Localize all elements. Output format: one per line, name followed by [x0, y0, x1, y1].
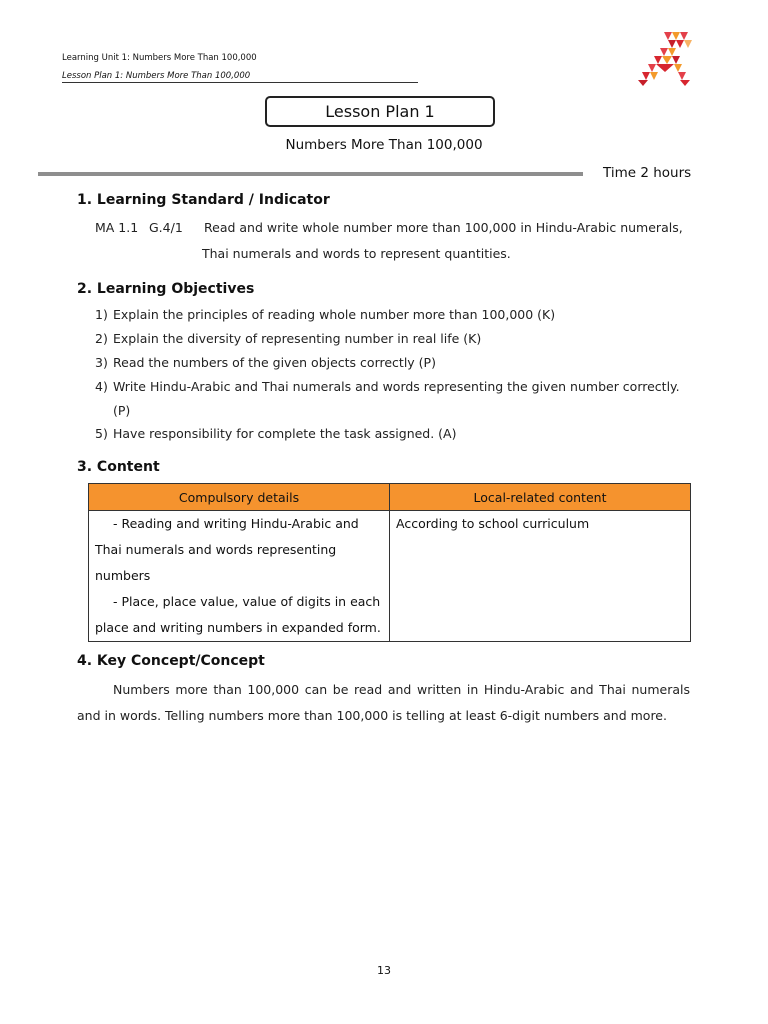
content-table — [88, 483, 691, 642]
objective-text-continued: (P) — [113, 403, 131, 418]
page-subtitle: Numbers More Than 100,000 — [285, 137, 483, 153]
heading-content: 3. Content — [77, 459, 160, 475]
standard-code: MA 1.1 — [95, 220, 139, 235]
objective-text: Explain the diversity of representing number in real life (K) — [113, 331, 482, 346]
page-title: Lesson Plan 1 — [265, 96, 495, 127]
cell-line: numbers — [95, 568, 151, 583]
standard-grade: G.4/1 — [149, 220, 183, 235]
objective-number: 1) — [95, 307, 108, 322]
objective-number: 3) — [95, 355, 108, 370]
cell-line: According to school curriculum — [396, 516, 590, 531]
objective-number: 2) — [95, 331, 108, 346]
objective-text: Explain the principles of reading whole number more than 100,000 (K) — [113, 307, 556, 322]
header-underline — [62, 82, 418, 83]
heading-learning-standard: 1. Learning Standard / Indicator — [77, 192, 330, 208]
header-plan: Lesson Plan 1: Numbers More Than 100,000 — [62, 71, 251, 81]
logo-icon — [634, 30, 694, 86]
compulsory-details-cell — [89, 511, 390, 642]
page-number: 13 — [377, 964, 391, 977]
local-content-cell — [390, 511, 691, 642]
divider — [38, 172, 583, 176]
header-unit: Learning Unit 1: Numbers More Than 100,000 — [62, 53, 257, 63]
standard-line-2: Thai numerals and words to represent quantities. — [202, 246, 511, 261]
column-header-local: Local-related content — [390, 484, 691, 511]
cell-line: Thai numerals and words representing — [95, 542, 337, 557]
heading-key-concept: 4. Key Concept/Concept — [77, 653, 265, 669]
column-header-compulsory: Compulsory details — [89, 484, 390, 511]
cell-line: place and writing numbers in expanded form. — [95, 620, 381, 635]
table-row — [89, 511, 691, 642]
table-header-row — [89, 484, 691, 511]
key-concept-paragraph: Numbers more than 100,000 can be read and written in Hindu-Arabic and Thai numerals and in words. Telling numbers more than 100,000 is telling at least 6-digit numbers and more. — [77, 682, 690, 723]
objective-number: 5) — [95, 426, 108, 441]
cell-line: - Place, place value, value of digits in each — [113, 594, 381, 609]
objective-text: Read the numbers of the given objects correctly (P) — [113, 355, 436, 370]
objective-number: 4) — [95, 379, 108, 394]
objective-text: Have responsibility for complete the task assigned. (A) — [113, 426, 457, 441]
time-label: Time 2 hours — [603, 165, 692, 181]
cell-line: - Reading and writing Hindu-Arabic and — [113, 516, 359, 531]
heading-learning-objectives: 2. Learning Objectives — [77, 281, 255, 297]
objective-text: Write Hindu-Arabic and Thai numerals and words representing the given number correctly. — [113, 379, 680, 394]
standard-line-1: Read and write whole number more than 100,000 in Hindu-Arabic numerals, — [204, 220, 683, 235]
